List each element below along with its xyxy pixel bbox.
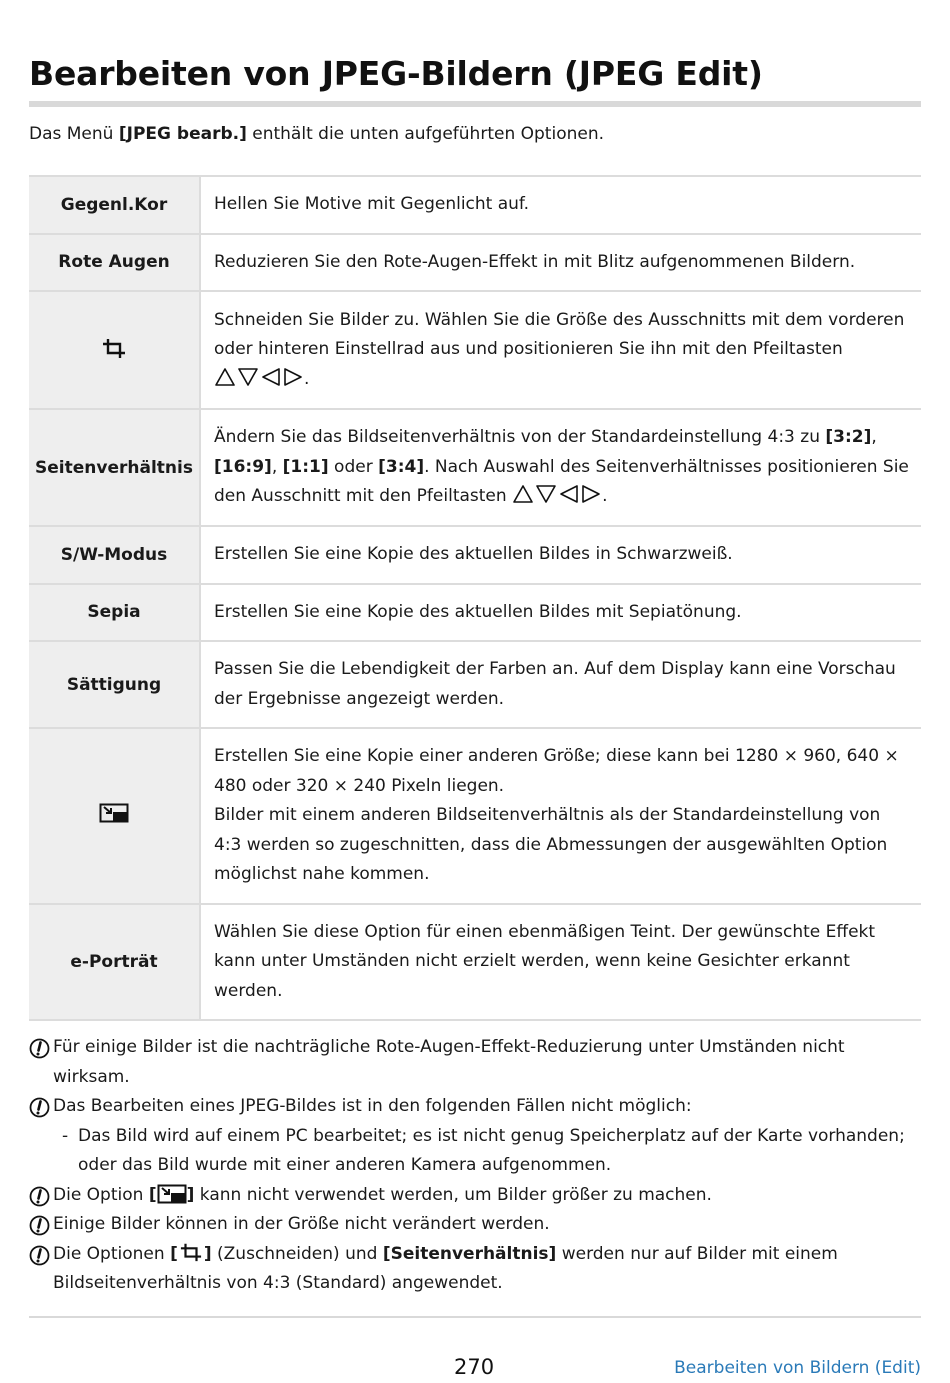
notes-section (29, 1033, 921, 1299)
option-description: Schneiden Sie Bilder zu. Wählen Sie die Größe des Ausschnitts mit dem vorderen oder hinteren Einstellrad aus und positionieren Sie ihn mit den Pfeiltasten . (214, 309, 905, 389)
option-name: Sättigung (29, 641, 200, 728)
caution-note: Das Bearbeiten eines JPEG-Bildes ist in den folgenden Fällen nicht möglich: (29, 1092, 921, 1122)
crop-icon (29, 291, 200, 409)
table-row (29, 584, 921, 642)
option-description: Erstellen Sie eine Kopie des aktuellen Bildes mit Sepiatönung. (214, 601, 742, 622)
caution-note: Die Option [ ] kann nicht verwendet werden, um Bilder größer zu machen. (29, 1181, 921, 1211)
table-row (29, 526, 921, 584)
caution-icon (29, 1245, 50, 1266)
table-row (29, 409, 921, 526)
caution-note: Für einige Bilder ist die nachträgliche Rote-Augen-Effekt-Reduzierung unter Umständen nicht wirksam. (29, 1033, 921, 1092)
crop-icon (178, 1241, 204, 1263)
option-description: Passen Sie die Lebendigkeit der Farben an. Auf dem Display kann eine Vorschau der Ergebnisse angezeigt werden. (214, 659, 896, 709)
option-description: Reduzieren Sie den Rote-Augen-Effekt in mit Blitz aufgenommenen Bildern. (214, 251, 856, 272)
section-link[interactable]: Bearbeiten von Bildern (Edit) (674, 1358, 921, 1378)
option-name: S/W-Modus (29, 526, 200, 584)
resize-icon (29, 728, 200, 904)
arrow-keys-icon (214, 367, 304, 387)
intro-text: Das Menü [JPEG bearb.] enthält die unten aufgeführten Optionen. (29, 124, 605, 144)
option-description: Erstellen Sie eine Kopie einer anderen Größe; diese kann bei 1280 × 960, 640 × 480 oder 320 × 240 Pixeln liegen. Bilder mit einem anderen Bildseitenverhältnis als der Standardeinstellung von 4:3 werden so zugeschnitten, dass die Abmessungen der ausgewählten Option möglichst nahe kommen. (214, 746, 899, 884)
caution-icon (29, 1186, 50, 1207)
menu-name: [JPEG bearb.] (118, 124, 247, 144)
page-title: Bearbeiten von JPEG-Bildern (JPEG Edit) (29, 54, 763, 93)
option-description: Hellen Sie Motive mit Gegenlicht auf. (214, 194, 530, 214)
option-name: Rote Augen (29, 234, 200, 292)
table-row (29, 904, 921, 1021)
option-name: Sepia (29, 584, 200, 642)
sub-note: - Das Bild wird auf einem PC bearbeitet; es ist nicht genug Speicherplatz auf der Karte vorhanden; oder das Bild wurde mit einer anderen Kamera aufgenommen. (29, 1122, 921, 1181)
caution-icon (29, 1215, 50, 1236)
arrow-keys-icon (512, 484, 602, 504)
caution-note: Einige Bilder können in der Größe nicht verändert werden. (29, 1210, 921, 1240)
footer-rule (29, 1316, 921, 1318)
table-row (29, 728, 921, 904)
option-description: Ändern Sie das Bildseitenverhältnis von der Standardeinstellung 4:3 zu [3:2], [16:9], [1:1] oder [3:4]. Nach Auswahl des Seitenverhältnisses positionieren Sie den Ausschnitt mit den Pfeiltasten . (214, 427, 909, 507)
caution-icon (29, 1038, 50, 1059)
dash-marker: - (62, 1125, 69, 1146)
caution-icon (29, 1097, 50, 1118)
table-row (29, 291, 921, 409)
option-description: Erstellen Sie eine Kopie des aktuellen Bildes in Schwarzweiß. (214, 544, 733, 564)
option-name: Seitenverhältnis (29, 409, 200, 526)
title-rule (29, 101, 921, 107)
table-row (29, 641, 921, 728)
option-name: Gegenl.Kor (29, 176, 200, 234)
table-row (29, 176, 921, 234)
option-description: Wählen Sie diese Option für einen ebenmäßigen Teint. Der gewünschte Effekt kann unter Umständen nicht erzielt werden, wenn keine Gesichter erkannt werden. (214, 921, 876, 1001)
options-table (29, 175, 921, 1021)
option-name: e-Porträt (29, 904, 200, 1021)
resize-icon (157, 1184, 187, 1204)
caution-note: Die Optionen [ ] (Zuschneiden) und [Seitenverhältnis] werden nur auf Bilder mit einem Bildseitenverhältnis von 4:3 (Standard) angewendet. (29, 1240, 921, 1299)
table-row (29, 234, 921, 292)
page-number: 270 (454, 1355, 495, 1379)
